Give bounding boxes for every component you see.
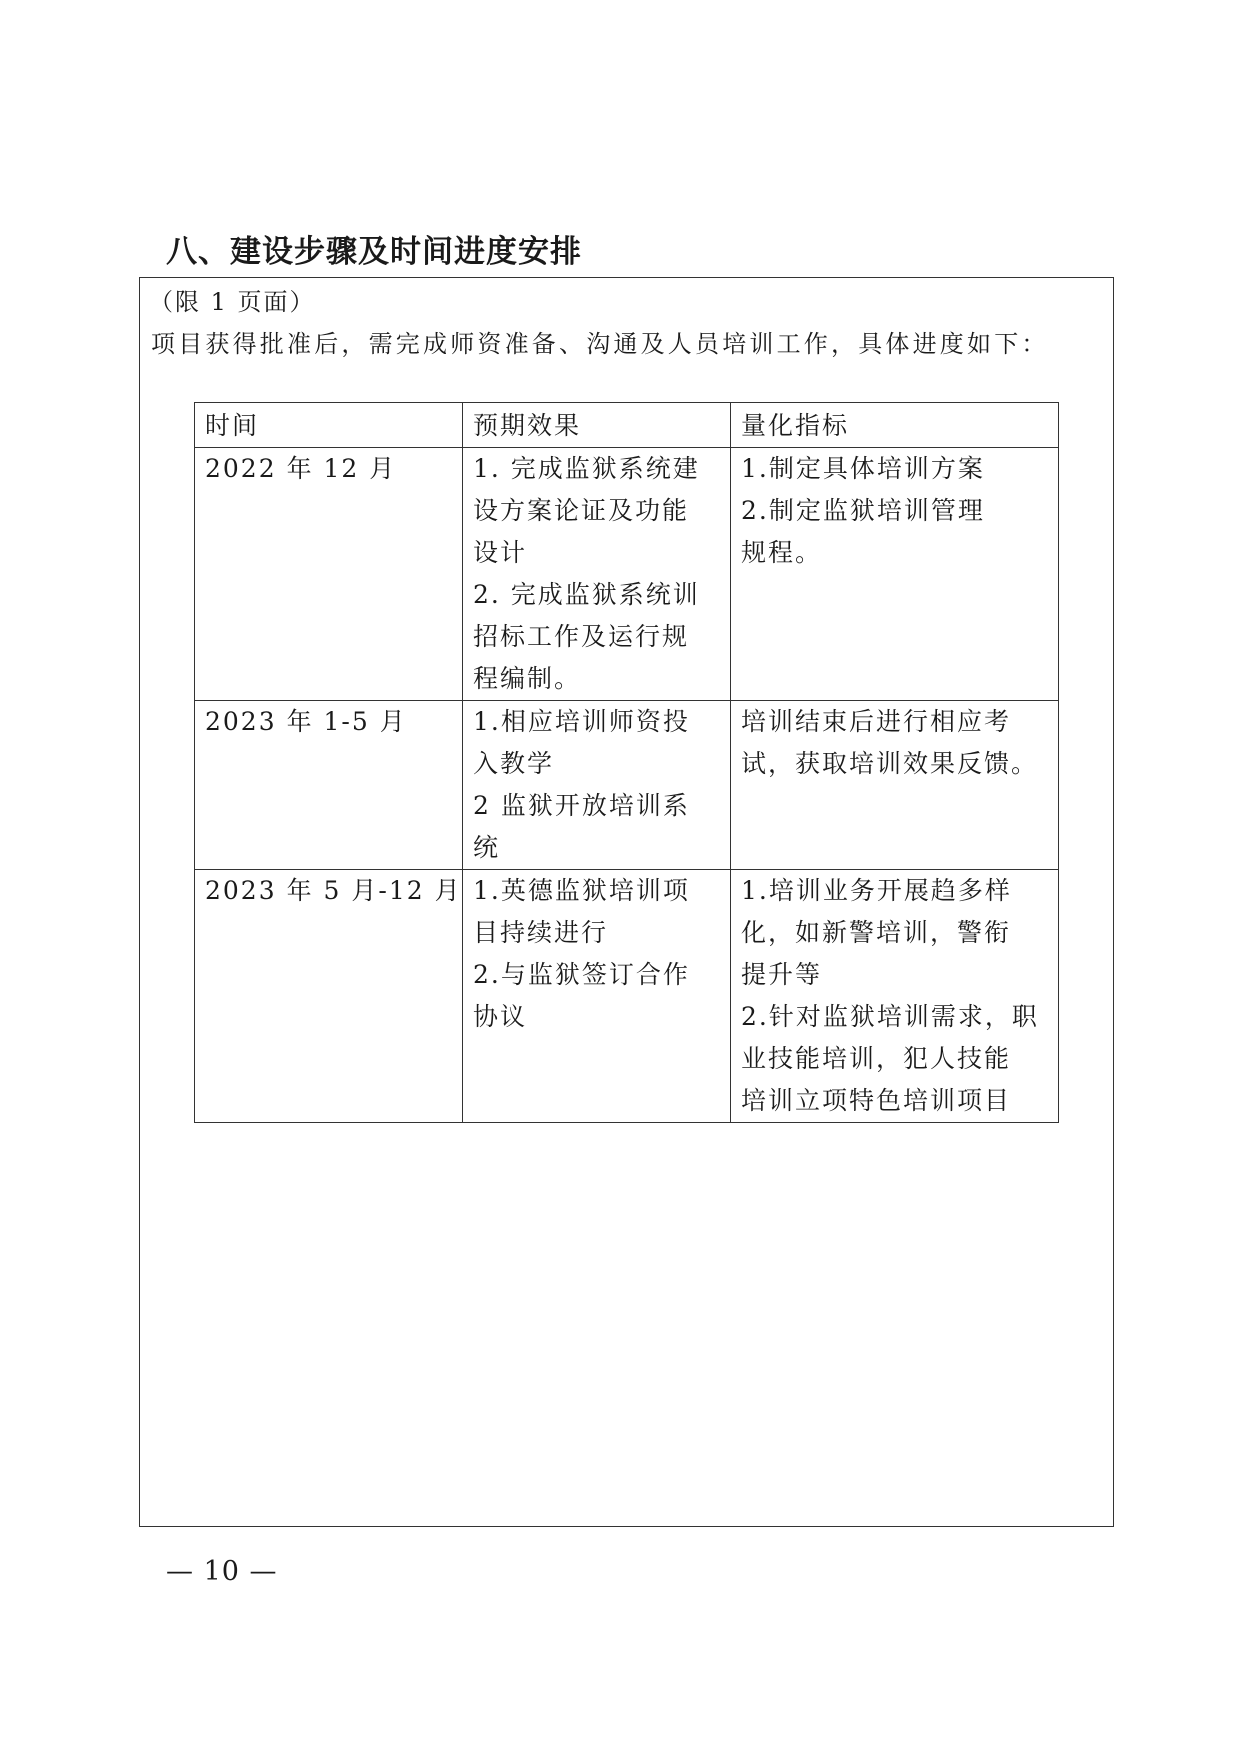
- effect-line: 1.相应培训师资投: [473, 707, 690, 736]
- header-quantitative-indicator: 量化指标: [731, 403, 1059, 448]
- indicator-line: 1.培训业务开展趋多样: [741, 876, 1012, 905]
- indicator-line: 规程。: [741, 538, 823, 567]
- cell-effect: [463, 870, 731, 1123]
- indicator-line: 2.制定监狱培训管理: [741, 496, 985, 525]
- effect-line: 入教学: [473, 749, 555, 778]
- effect-line: 招标工作及运行规: [473, 622, 690, 651]
- indicator-line: 试，获取培训效果反馈。: [741, 749, 1039, 778]
- effect-line: 目持续进行: [473, 918, 609, 947]
- time-text: 2022 年 12 月: [205, 454, 397, 483]
- effect-line: 1.英德监狱培训项: [473, 876, 690, 905]
- time-text: 2023 年 5 月-12 月: [205, 876, 462, 905]
- cell-time: [195, 870, 463, 1123]
- table-header-row: [195, 403, 1059, 448]
- schedule-table: [194, 402, 1059, 1123]
- effect-line: 设方案论证及功能: [473, 496, 690, 525]
- cell-indicator: [731, 701, 1059, 870]
- indicator-line: 化，如新警培训，警衔: [741, 918, 1012, 947]
- indicator-line: 1.制定具体培训方案: [741, 454, 985, 483]
- effect-line: 协议: [473, 1002, 528, 1031]
- header-time: 时间: [195, 403, 463, 448]
- indicator-line: 2.针对监狱培训需求，职: [741, 1002, 1039, 1031]
- effect-line: 2 监狱开放培训系: [473, 791, 690, 820]
- indicator-line: 业技能培训，犯人技能: [741, 1044, 1012, 1073]
- indicator-line: 培训结束后进行相应考: [741, 707, 1012, 736]
- effect-line: 2. 完成监狱系统训: [473, 580, 700, 609]
- effect-line: 2.与监狱签订合作: [473, 960, 690, 989]
- page-number: — 10 —: [166, 1556, 278, 1587]
- time-text: 2023 年 1-5 月: [205, 707, 407, 736]
- header-expected-effect: 预期效果: [463, 403, 731, 448]
- effect-line: 统: [473, 833, 501, 862]
- intro-paragraph: 项目获得批准后，需完成师资准备、沟通及人员培训工作，具体进度如下：: [151, 330, 1049, 358]
- section-title: 八、建设步骤及时间进度安排: [166, 234, 582, 270]
- table-row: [195, 701, 1059, 870]
- cell-effect: [463, 448, 731, 701]
- indicator-line: 提升等: [741, 960, 823, 989]
- page-limit-note: （限 1 页面）: [149, 288, 316, 316]
- effect-line: 程编制。: [473, 664, 582, 693]
- cell-indicator: [731, 870, 1059, 1123]
- cell-effect: [463, 701, 731, 870]
- effect-line: 1. 完成监狱系统建: [473, 454, 700, 483]
- table-row: [195, 870, 1059, 1123]
- indicator-line: 培训立项特色培训项目: [741, 1086, 1012, 1115]
- effect-line: 设计: [473, 538, 528, 567]
- cell-time: [195, 448, 463, 701]
- table-row: [195, 448, 1059, 701]
- cell-indicator: [731, 448, 1059, 701]
- cell-time: [195, 701, 463, 870]
